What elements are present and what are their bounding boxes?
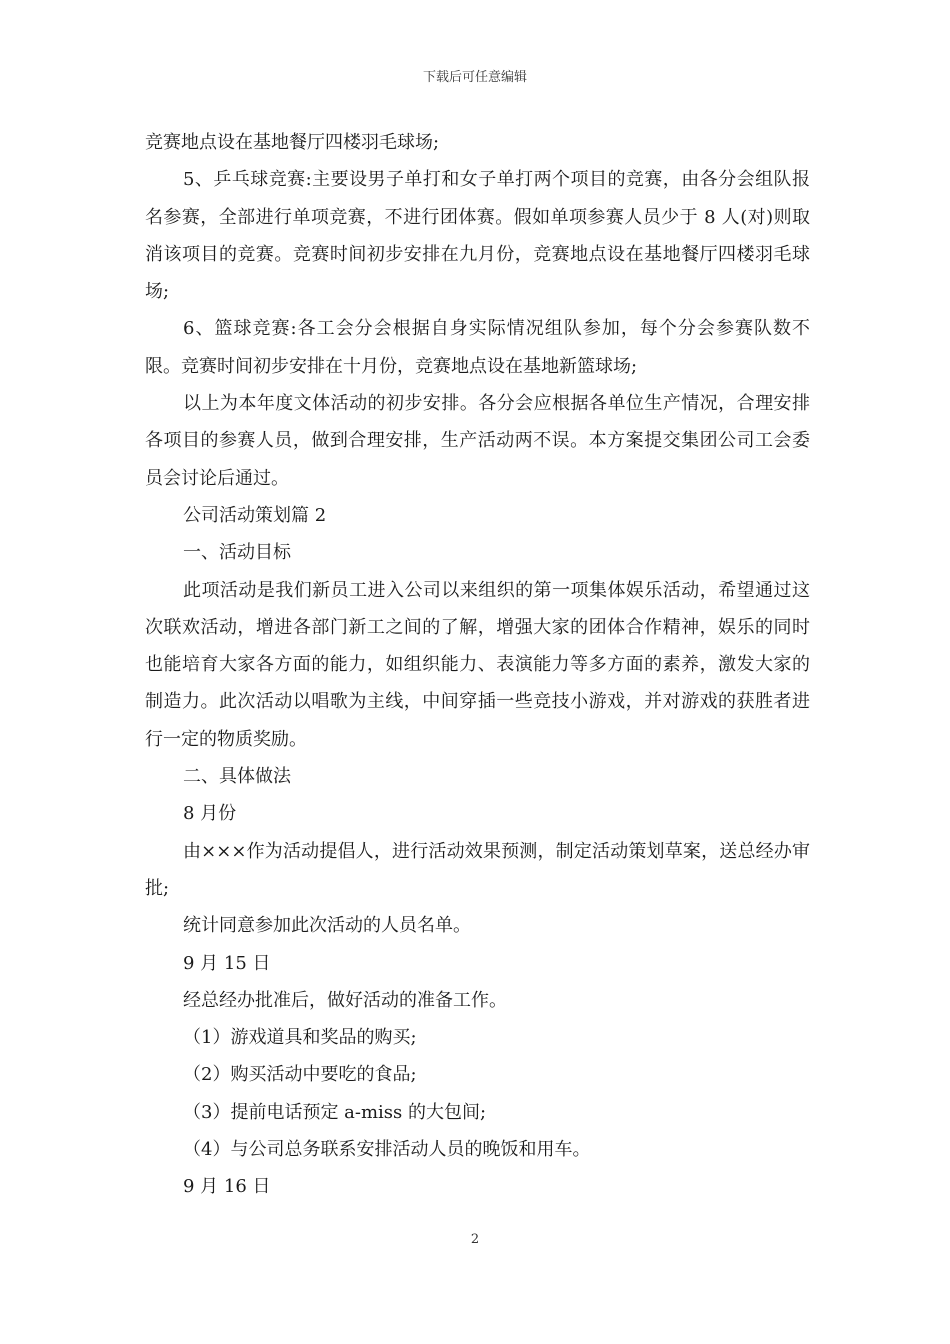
list-item: （3）提前电话预定 a-miss 的大包间; — [183, 1101, 487, 1123]
paragraph: 由×××作为活动提倡人，进行活动效果预测，制定活动策划草案，送总经办审批; — [145, 840, 810, 899]
paragraph: 5、乒乓球竞赛:主要设男子单打和女子单打两个项目的竞赛，由各分会组队报名参赛，全部进行单项竞赛，不进行团体赛。假如单项参赛人员少于 8 人(对)则取消该项目的竞赛。竞赛时间初步安排在九月份，竞赛地点设在基地餐厅四楼羽毛球场; — [145, 169, 810, 303]
section-title: 公司活动策划篇 2 — [183, 504, 327, 526]
date-heading: 8 月份 — [183, 803, 237, 825]
list-item: （1）游戏道具和奖品的购买; — [183, 1027, 417, 1049]
paragraph: 经总经办批准后，做好活动的准备工作。 — [183, 989, 507, 1011]
document-body — [145, 124, 810, 1206]
list-item: （4）与公司总务联系安排活动人员的晚饭和用车。 — [183, 1139, 591, 1161]
page-number: 2 — [470, 1232, 480, 1247]
paragraph: 以上为本年度文体活动的初步安排。各分会应根据各单位生产情况，合理安排各项目的参赛人员，做到合理安排，生产活动两不误。本方案提交集团公司工会委员会讨论后通过。 — [145, 393, 810, 489]
list-item: （2）购买活动中要吃的食品; — [183, 1064, 417, 1086]
date-heading: 9 月 15 日 — [183, 952, 271, 974]
page-header: 下载后可任意编辑 — [422, 70, 527, 85]
section-heading: 一、活动目标 — [183, 542, 291, 564]
paragraph: 竞赛地点设在基地餐厅四楼羽毛球场; — [145, 132, 440, 153]
paragraph: 此项活动是我们新员工进入公司以来组织的第一项集体娱乐活动，希望通过这次联欢活动，增进各部门新工之间的了解，增强大家的团体合作精神，娱乐的同时也能培育大家各方面的能力，如组织能力、表演能力等多方面的素养，激发大家的制造力。此次活动以唱歌为主线，中间穿插一些竞技小游戏，并对游戏的获胜者进行一定的物质奖励。 — [145, 579, 810, 750]
paragraph: 6、篮球竞赛:各工会分会根据自身实际情况组队参加，每个分会参赛队数不限。竞赛时间初步安排在十月份，竞赛地点设在基地新篮球场; — [145, 318, 810, 377]
section-heading: 二、具体做法 — [183, 766, 291, 788]
date-heading: 9 月 16 日 — [183, 1176, 271, 1198]
paragraph: 统计同意参加此次活动的人员名单。 — [183, 915, 471, 937]
